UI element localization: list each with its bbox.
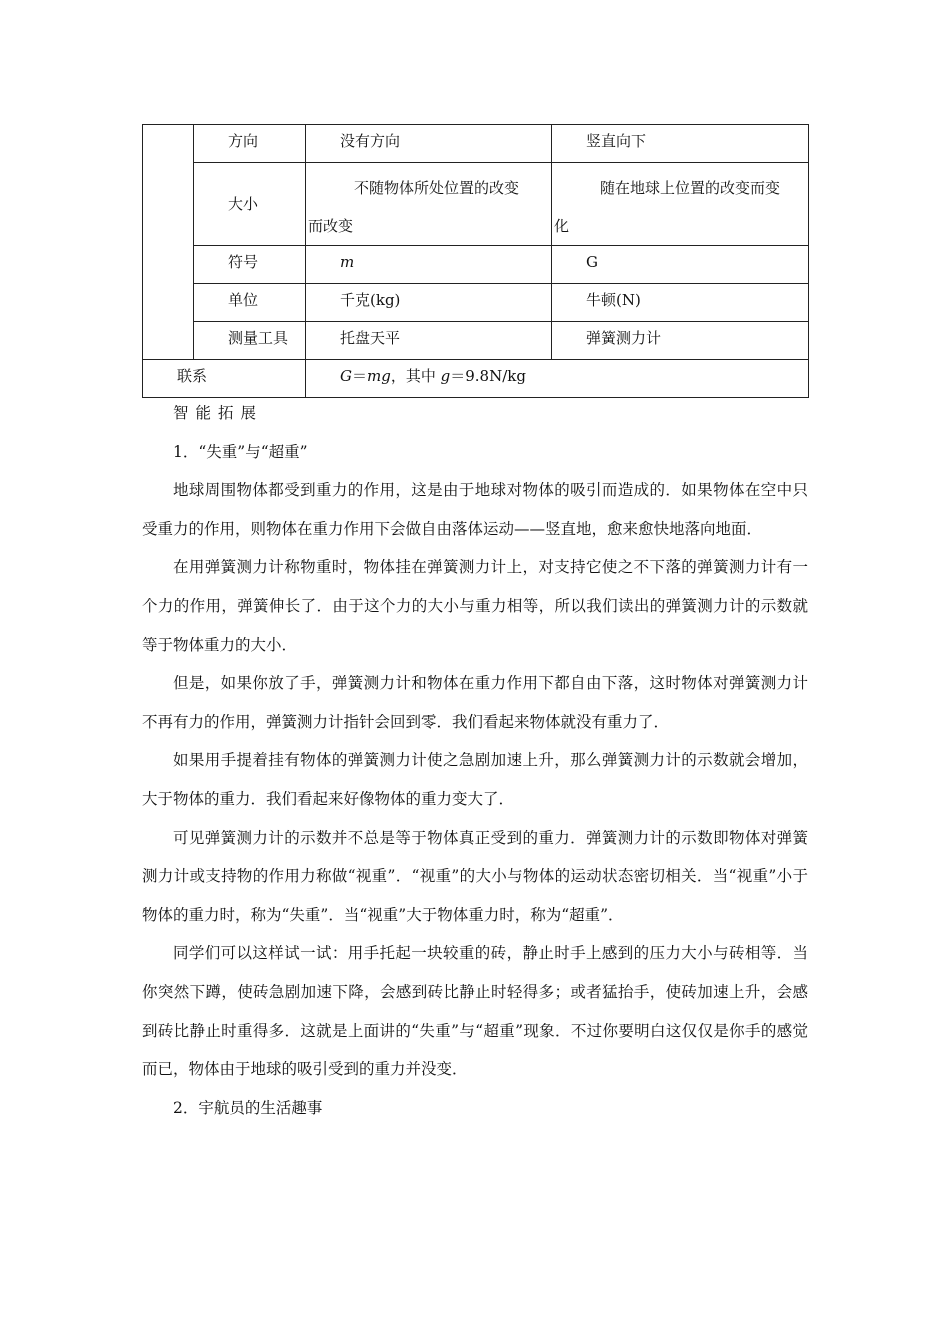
paragraph: 可见弹簧测力计的示数并不总是等于物体真正受到的重力．弹簧测力计的示数即物体对弹簧测力计或支持物的作用力称做“视重”．“视重”的大小与物体的运动状态密切相关．当“视重”小于物体的重力时，称为“失重”．当“视重”大于物体重力时，称为“超重”． <box>142 828 808 924</box>
mass-weight-comparison-table <box>142 124 809 398</box>
mass-size-line1: 不随物体所处位置的改变 <box>354 179 520 197</box>
weight-size-line2: 化 <box>554 217 570 235</box>
mass-cell: 没有方向 <box>306 125 552 163</box>
weight-cell: 竖直向下 <box>552 125 809 163</box>
paragraph: 在用弹簧测力计称物重时，物体挂在弹簧测力计上，对支持它使之不下落的弹簧测力计有一个力的作用，弹簧伸长了．由于这个力的大小与重力相等，所以我们读出的弹簧测力计的示数就等于物体重力的大小． <box>142 558 808 654</box>
row-label: 单位 <box>194 284 306 322</box>
weight-cell: 弹簧测力计 <box>552 322 809 360</box>
mass-cell: 千克(kg) <box>306 284 552 322</box>
table-row <box>143 163 809 246</box>
row-label: 大小 <box>194 163 306 246</box>
table-row <box>143 322 809 360</box>
table-row <box>143 246 809 284</box>
mass-cell: 托盘天平 <box>306 322 552 360</box>
relation-label: 联系 <box>143 360 306 398</box>
paragraph: 如果用手提着挂有物体的弹簧测力计使之急剧加速上升，那么弹簧测力计的示数就会增加，大于物体的重力．我们看起来好像物体的重力变大了． <box>142 751 808 808</box>
article-body <box>142 394 808 1127</box>
row-label: 测量工具 <box>194 322 306 360</box>
mass-cell: m <box>306 246 552 284</box>
paragraph: 地球周围物体都受到重力的作用，这是由于地球对物体的吸引而造成的．如果物体在空中只受重力的作用，则物体在重力作用下会做自由落体运动——竖直地，愈来愈快地落向地面． <box>142 481 808 538</box>
row-label: 符号 <box>194 246 306 284</box>
paragraph: 但是，如果你放了手，弹簧测力计和物体在重力作用下都自由下落，这时物体对弹簧测力计不再有力的作用，弹簧测力计指针会回到零．我们看起来物体就没有重力了． <box>142 674 808 731</box>
table-blank-cell <box>143 125 194 360</box>
weight-cell <box>552 163 809 246</box>
mass-cell <box>306 163 552 246</box>
weight-cell: 牛顿(N) <box>552 284 809 322</box>
heading-astronaut-life: 2．宇航员的生活趣事 <box>173 1098 323 1117</box>
mass-size-line2: 而改变 <box>308 217 354 235</box>
heading-weightlessness: 1．“失重”与“超重” <box>173 442 308 461</box>
relation-formula: G＝mg，其中 g＝9.8N/kg <box>306 360 809 398</box>
table-row <box>143 125 809 163</box>
table-row <box>143 284 809 322</box>
row-label: 方向 <box>194 125 306 163</box>
paragraph: 同学们可以这样试一试：用手托起一块较重的砖，静止时手上感到的压力大小与砖相等．当你突然下蹲，使砖急剧加速下降，会感到砖比静止时轻得多；或者猛抬手，使砖加速上升，会感到砖比静止时重得多．这就是上面讲的“失重”与“超重”现象．不过你要明白这仅仅是你手的感觉而已，物体由于地球的吸引受到的重力并没变． <box>142 944 808 1079</box>
section-title: 智能拓展 <box>173 404 264 422</box>
weight-cell: G <box>552 246 809 284</box>
table-row <box>143 360 809 398</box>
weight-size-line1: 随在地球上位置的改变而变 <box>600 179 781 197</box>
